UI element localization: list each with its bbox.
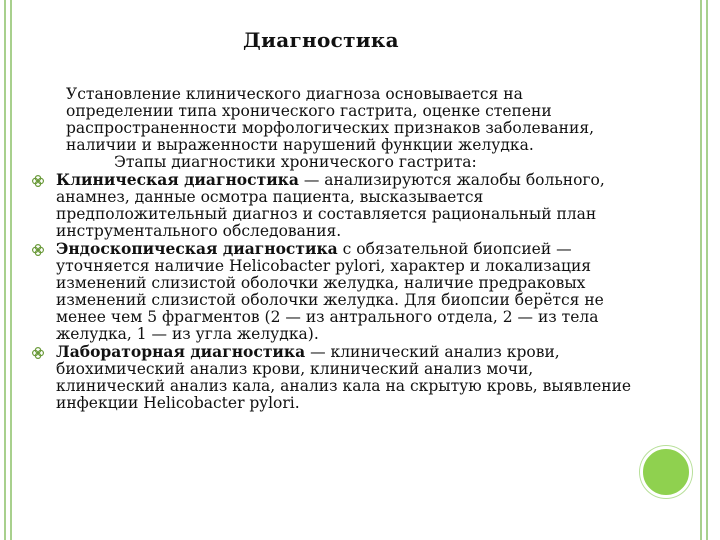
decorative-green-circle xyxy=(640,446,692,498)
bullet-text: — анализируются жалобы больного, анамнез, данные осмотра пациента, высказывается предположительный диагноз и составляется рациональный план инструментального обследования. xyxy=(56,171,605,240)
bullet-term: Клиническая диагностика xyxy=(56,170,299,189)
intro-paragraph: Установление клинического диагноза основывается на определении типа хронического гастрита, оценке степени распространенности морфологических признаков заболевания, наличии и выраженности нарушений функции желудка. xyxy=(66,85,595,154)
quatrefoil-bullet-icon xyxy=(32,347,44,359)
bullet-item-laboratory xyxy=(30,343,640,412)
bullet-term: Лабораторная диагностика xyxy=(56,342,306,361)
left-frame-line-inner xyxy=(10,0,12,540)
quatrefoil-bullet-icon xyxy=(32,175,44,187)
slide-content xyxy=(30,86,640,412)
bullet-term: Эндоскопическая диагностика xyxy=(56,239,338,258)
bullet-text: — клинический анализ крови, биохимический анализ крови, клинический анализ мочи, клинический анализ кала, анализ кала на скрытую кровь, выявление инфекции Helicobacter pylori. xyxy=(56,343,632,412)
right-frame-line-outer xyxy=(706,0,708,540)
bullet-text: с обязательной биопсией — уточняется наличие Helicobacter pylori, характер и локализация изменений слизистой оболочки желудка, наличие предраковых изменений слизистой оболочки желудка. Для биопсии берётся не менее чем 5 фрагментов (2 — из антрального отдела, 2 — из тела желудка, 1 — из угла желудка). xyxy=(56,240,604,343)
slide-title: Диагностика xyxy=(243,28,399,52)
quatrefoil-bullet-icon xyxy=(32,244,44,256)
bullet-item-clinical xyxy=(30,171,640,240)
left-frame-line-outer xyxy=(4,0,6,540)
right-frame-line-inner xyxy=(700,0,702,540)
bullet-item-endoscopic xyxy=(30,240,640,343)
stages-subheading: Этапы диагностики хронического гастрита: xyxy=(114,153,477,171)
